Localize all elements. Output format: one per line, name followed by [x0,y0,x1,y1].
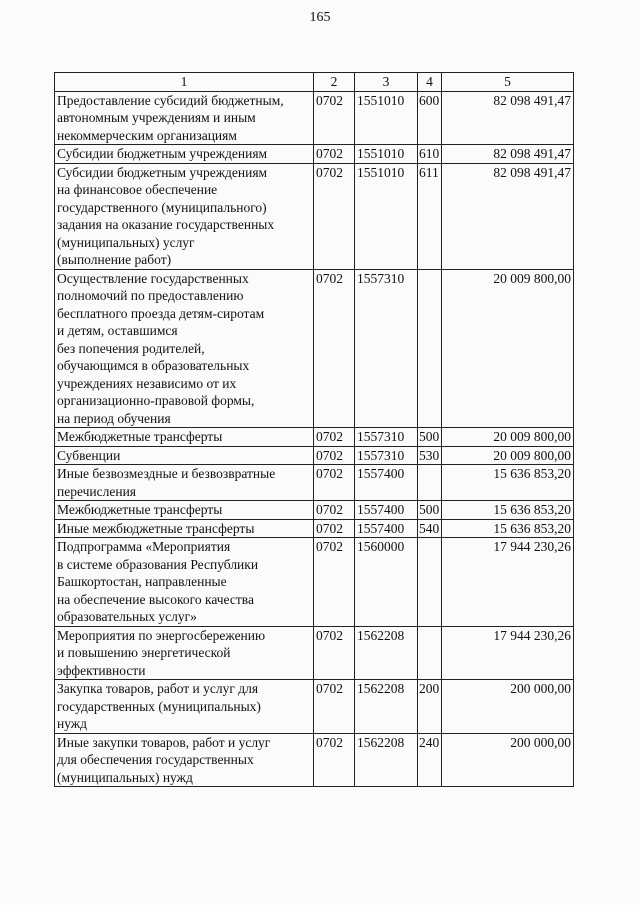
table-row [55,465,574,501]
row-section-code: 0702 [314,538,355,627]
row-target-code: 1562208 [355,626,418,680]
row-description: Межбюджетные трансферты [55,428,314,447]
row-section-code: 0702 [314,269,355,428]
row-amount: 17 944 230,26 [442,626,574,680]
row-target-code: 1551010 [355,163,418,269]
row-description: Иные межбюджетные трансферты [55,519,314,538]
row-amount: 200 000,00 [442,733,574,787]
row-target-code: 1557400 [355,519,418,538]
row-expense-type: 611 [418,163,442,269]
row-target-code: 1551010 [355,145,418,164]
table-row [55,269,574,428]
row-amount: 20 009 800,00 [442,446,574,465]
row-description: Иные закупки товаров, работ и услуг для обеспечения государственных (муниципальных) нужд [55,733,314,787]
row-description: Предоставление субсидий бюджетным, автономным учреждениям и иным некоммерческим организациям [55,91,314,145]
row-section-code: 0702 [314,465,355,501]
row-expense-type: 200 [418,680,442,734]
table-row [55,91,574,145]
row-section-code: 0702 [314,680,355,734]
row-amount: 15 636 853,20 [442,465,574,501]
table-row [55,626,574,680]
table-body [55,91,574,787]
row-expense-type [418,538,442,627]
row-section-code: 0702 [314,446,355,465]
page-number: 165 [309,10,331,25]
row-section-code: 0702 [314,91,355,145]
row-section-code: 0702 [314,519,355,538]
header-row [55,73,574,92]
table-row [55,519,574,538]
row-description: Субсидии бюджетным учреждениям [55,145,314,164]
row-section-code: 0702 [314,428,355,447]
row-description: Иные безвозмездные и безвозвратные перечисления [55,465,314,501]
header-cell-5: 5 [442,73,574,92]
row-expense-type: 610 [418,145,442,164]
row-amount: 200 000,00 [442,680,574,734]
row-description: Мероприятия по энергосбережению и повышению энергетической эффективности [55,626,314,680]
table-row [55,680,574,734]
row-amount: 82 098 491,47 [442,163,574,269]
row-description: Субсидии бюджетным учреждениям на финансовое обеспечение государственного (муниципального) задания на оказание государственных (муниципальных) услуг (выполнение работ) [55,163,314,269]
row-expense-type: 500 [418,501,442,520]
row-target-code: 1560000 [355,538,418,627]
row-description: Подпрограмма «Мероприятия в системе образования Республики Башкортостан, направленные на обеспечение высокого качества образовательных услуг» [55,538,314,627]
row-expense-type: 500 [418,428,442,447]
row-description: Субвенции [55,446,314,465]
header-cell-3: 3 [355,73,418,92]
table-row [55,446,574,465]
row-target-code: 1557310 [355,269,418,428]
row-target-code: 1557400 [355,501,418,520]
row-amount: 15 636 853,20 [442,519,574,538]
row-section-code: 0702 [314,163,355,269]
header-cell-2: 2 [314,73,355,92]
table-row [55,145,574,164]
row-expense-type: 530 [418,446,442,465]
row-target-code: 1557400 [355,465,418,501]
row-section-code: 0702 [314,626,355,680]
row-description: Осуществление государственных полномочий по предоставлению бесплатного проезда детям-сиротам и детям, оставшимся без попечения родителей, обучающимся в образовательных учреждениях независимо от их организационно-правовой формы, на период обучения [55,269,314,428]
row-target-code: 1562208 [355,680,418,734]
table-row [55,501,574,520]
row-amount: 15 636 853,20 [442,501,574,520]
row-amount: 82 098 491,47 [442,91,574,145]
row-section-code: 0702 [314,501,355,520]
row-expense-type [418,269,442,428]
row-expense-type [418,465,442,501]
row-description: Межбюджетные трансферты [55,501,314,520]
row-expense-type [418,626,442,680]
row-amount: 20 009 800,00 [442,269,574,428]
header-cell-4: 4 [418,73,442,92]
table-row [55,163,574,269]
row-description: Закупка товаров, работ и услуг для государственных (муниципальных) нужд [55,680,314,734]
table-row [55,733,574,787]
table-row [55,538,574,627]
row-amount: 20 009 800,00 [442,428,574,447]
row-section-code: 0702 [314,145,355,164]
row-target-code: 1557310 [355,428,418,447]
row-target-code: 1562208 [355,733,418,787]
row-target-code: 1551010 [355,91,418,145]
table-row [55,428,574,447]
row-target-code: 1557310 [355,446,418,465]
row-expense-type: 240 [418,733,442,787]
row-amount: 82 098 491,47 [442,145,574,164]
row-section-code: 0702 [314,733,355,787]
row-expense-type: 540 [418,519,442,538]
row-expense-type: 600 [418,91,442,145]
header-cell-1: 1 [55,73,314,92]
budget-table [54,72,574,787]
row-amount: 17 944 230,26 [442,538,574,627]
